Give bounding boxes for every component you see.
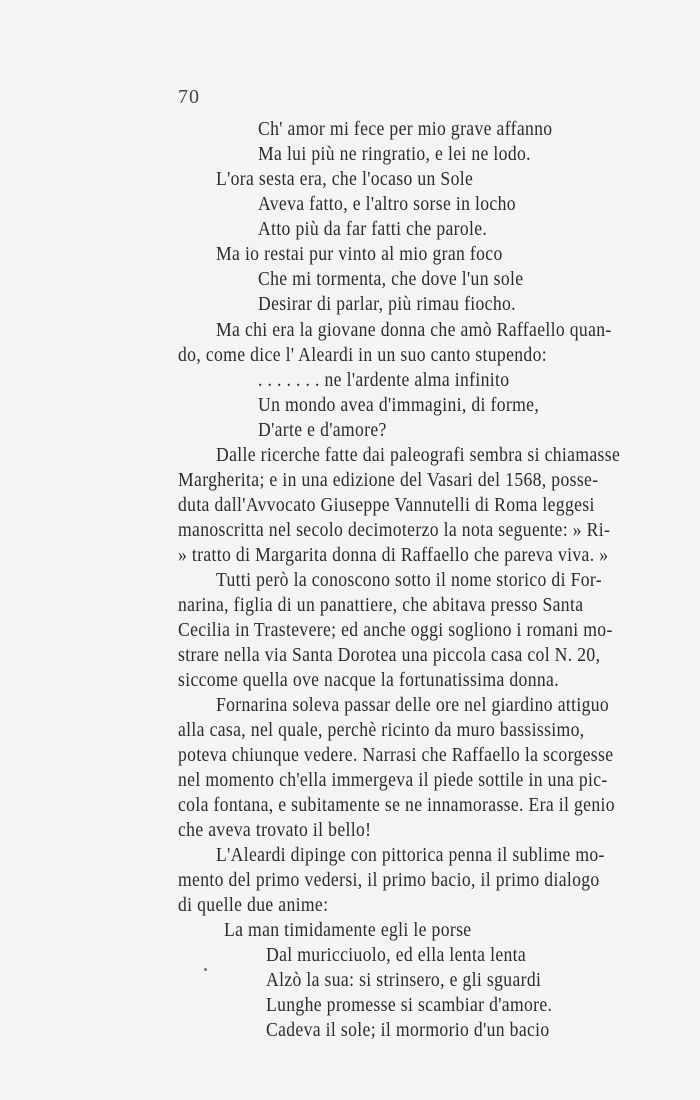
prose-line: Dalle ricerche fatte dai paleografi sembra si chiamasse	[216, 444, 621, 466]
prose-line: poteva chiunque vedere. Narrasi che Raffaello la scorgesse	[178, 744, 614, 766]
prose-line: » tratto di Margarita donna di Raffaello che pareva viva. »	[178, 544, 609, 566]
prose-line: narina, figlia di un panattiere, che abitava presso Santa	[178, 594, 584, 616]
prose-line: alla casa, nel quale, perchè ricinto da muro bassissimo,	[178, 719, 585, 741]
poem-line: Desirar di parlar, più rimau fiocho.	[258, 293, 516, 315]
prose-line: nel momento ch'ella immergeva il piede sottile in una pic-	[178, 769, 608, 791]
prose-line: manoscritta nel secolo decimoterzo la nota seguente: » Ri-	[178, 519, 611, 541]
prose-line: di quelle due anime:	[178, 894, 329, 916]
quote-line: . . . . . . . ne l'ardente alma infinito	[258, 369, 510, 391]
prose-line: mento del primo vedersi, il primo bacio, il primo dialogo	[178, 869, 600, 891]
poem-line: La man timidamente egli le porse	[224, 919, 472, 941]
prose-line: L'Aleardi dipinge con pittorica penna il sublime mo-	[216, 844, 605, 866]
page-number: 70	[178, 86, 200, 108]
prose-line: duta dall'Avvocato Giuseppe Vannutelli di Roma leggesi	[178, 494, 595, 516]
quote-line: Un mondo avea d'immagini, di forme,	[258, 394, 540, 416]
poem-line: Atto più da far fatti che parole.	[258, 218, 488, 240]
poem-line: L'ora sesta era, che l'ocaso un Sole	[216, 168, 474, 190]
poem-line: Ma io restai pur vinto al mio gran foco	[216, 243, 503, 265]
prose-line: Fornarina soleva passar delle ore nel giardino attiguo	[216, 694, 610, 716]
poem-line: Che mi tormenta, che dove l'un sole	[258, 268, 524, 290]
ink-speck	[204, 968, 207, 971]
prose-line: Tutti però la conoscono sotto il nome storico di For-	[216, 569, 602, 591]
prose-line: strare nella via Santa Dorotea una piccola casa col N. 20,	[178, 644, 601, 666]
poem-line: Dal muricciuolo, ed ella lenta lenta	[266, 944, 527, 966]
poem-line: Alzò la sua: si strinsero, e gli sguardi	[266, 969, 542, 991]
prose-line: Cecilia in Trastevere; ed anche oggi sogliono i romani mo-	[178, 619, 613, 641]
prose-line: Margherita; e in una edizione del Vasari del 1568, posse-	[178, 469, 599, 491]
poem-line: Cadeva il sole; il mormorio d'un bacio	[266, 1019, 550, 1041]
poem-line: Aveva fatto, e l'altro sorse in locho	[258, 193, 516, 215]
poem-line: Lunghe promesse si scambiar d'amore.	[266, 994, 553, 1016]
prose-line: Ma chi era la giovane donna che amò Raffaello quan-	[216, 319, 612, 341]
poem-line: Ma lui più ne ringratio, e lei ne lodo.	[258, 143, 531, 165]
poem-line: Ch' amor mi fece per mio grave affanno	[258, 118, 553, 140]
quote-line: D'arte e d'amore?	[258, 419, 387, 441]
prose-line: do, come dice l' Aleardi in un suo canto stupendo:	[178, 344, 547, 366]
prose-line: siccome quella ove nacque la fortunatissima donna.	[178, 669, 559, 691]
prose-line: che aveva trovato il bello!	[178, 819, 372, 841]
prose-line: cola fontana, e subitamente se ne innamorasse. Era il genio	[178, 794, 615, 816]
